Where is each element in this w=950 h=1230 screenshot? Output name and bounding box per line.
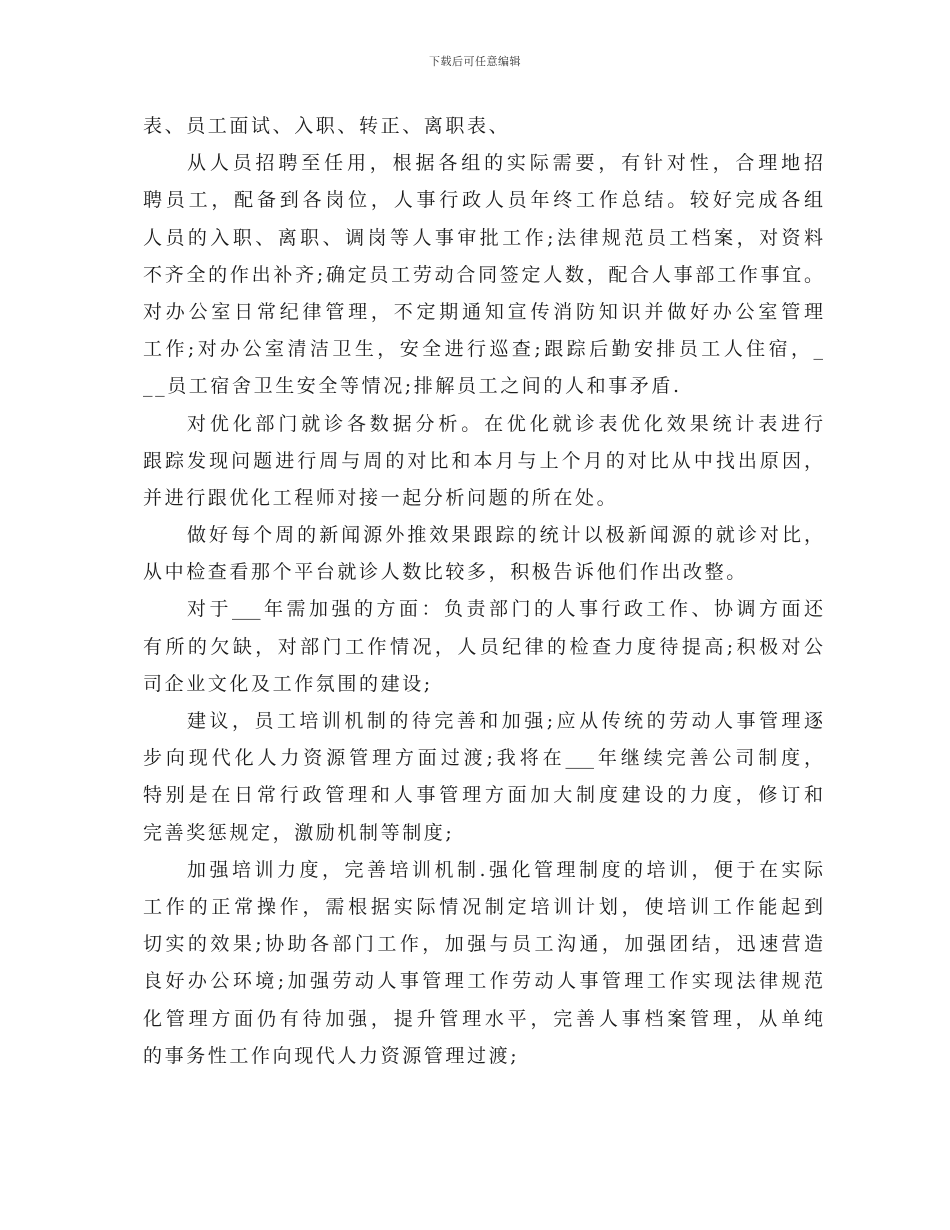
paragraph-first-line: 做好每个周的新闻源外推效果跟踪的统计以极新闻源的就诊对比， bbox=[187, 524, 823, 547]
text-line: 化管理方面仍有待加强，提升管理水平，完善人事档案管理，从单纯 bbox=[143, 1007, 823, 1030]
paragraph-first-line: 加强培训力度，完善培训机制.强化管理制度的培训，便于在实际 bbox=[187, 858, 823, 881]
text-line: __员工宿舍卫生安全等情况;排解员工之间的人和事矛盾. bbox=[143, 375, 682, 398]
text-line: 切实的效果;协助各部门工作，加强与员工沟通，加强团结，迅速营造 bbox=[143, 933, 823, 956]
paragraph-first-line: 对于___年需加强的方面：负责部门的人事行政工作、协调方面还 bbox=[187, 598, 823, 621]
text-line: 并进行跟优化工程师对接一起分析问题的所在处。 bbox=[143, 486, 619, 509]
text-line: 表、员工面试、入职、转正、离职表、 bbox=[143, 115, 511, 137]
text-line: 步向现代化人力资源管理方面过渡;我将在___年继续完善公司制度， bbox=[143, 747, 823, 770]
paragraph-first-line: 建议，员工培训机制的待完善和加强;应从传统的劳动人事管理逐 bbox=[187, 710, 823, 732]
document-body bbox=[143, 108, 823, 1075]
paragraph-first-line: 从人员招聘至任用，根据各组的实际需要，有针对性，合理地招 bbox=[187, 152, 823, 175]
text-line: 特别是在日常行政管理和人事管理方面加大制度建设的力度，修订和 bbox=[143, 784, 823, 807]
text-line: 聘员工，配备到各岗位，人事行政人员年终工作总结。较好完成各组 bbox=[143, 189, 823, 212]
page-header: 下载后可任意编辑 bbox=[429, 55, 521, 68]
text-line: 不齐全的作出补齐;确定员工劳动合同签定人数，配合人事部工作事宜。 bbox=[143, 263, 823, 286]
text-line: 跟踪发现问题进行周与周的对比和本月与上个月的对比从中找出原因， bbox=[143, 449, 823, 472]
text-line: 对办公室日常纪律管理，不定期通知宣传消防知识并做好办公室管理 bbox=[143, 300, 823, 323]
text-line: 人员的入职、离职、调岗等人事审批工作;法律规范员工档案，对资料 bbox=[143, 226, 823, 249]
paragraph-first-line: 对优化部门就诊各数据分析。在优化就诊表优化效果统计表进行 bbox=[187, 412, 823, 435]
text-line: 工作的正常操作，需根据实际情况制定培训计划，使培训工作能起到 bbox=[143, 895, 823, 918]
text-line: 良好办公环境;加强劳动人事管理工作劳动人事管理工作实现法律规范 bbox=[143, 970, 823, 993]
text-line: 从中检查看那个平台就诊人数比较多，积极告诉他们作出改整。 bbox=[143, 561, 748, 584]
text-line: 有所的欠缺，对部门工作情况，人员纪律的检查力度待提高;积极对公 bbox=[143, 635, 823, 658]
text-line: 的事务性工作向现代人力资源管理过渡; bbox=[143, 1044, 520, 1067]
text-line: 工作;对办公室清洁卫生，安全进行巡查;跟踪后勤安排员工人住宿，_ bbox=[143, 338, 823, 361]
text-line: 完善奖惩规定，激励机制等制度; bbox=[143, 821, 455, 844]
text-line: 司企业文化及工作氛围的建设; bbox=[143, 672, 433, 695]
